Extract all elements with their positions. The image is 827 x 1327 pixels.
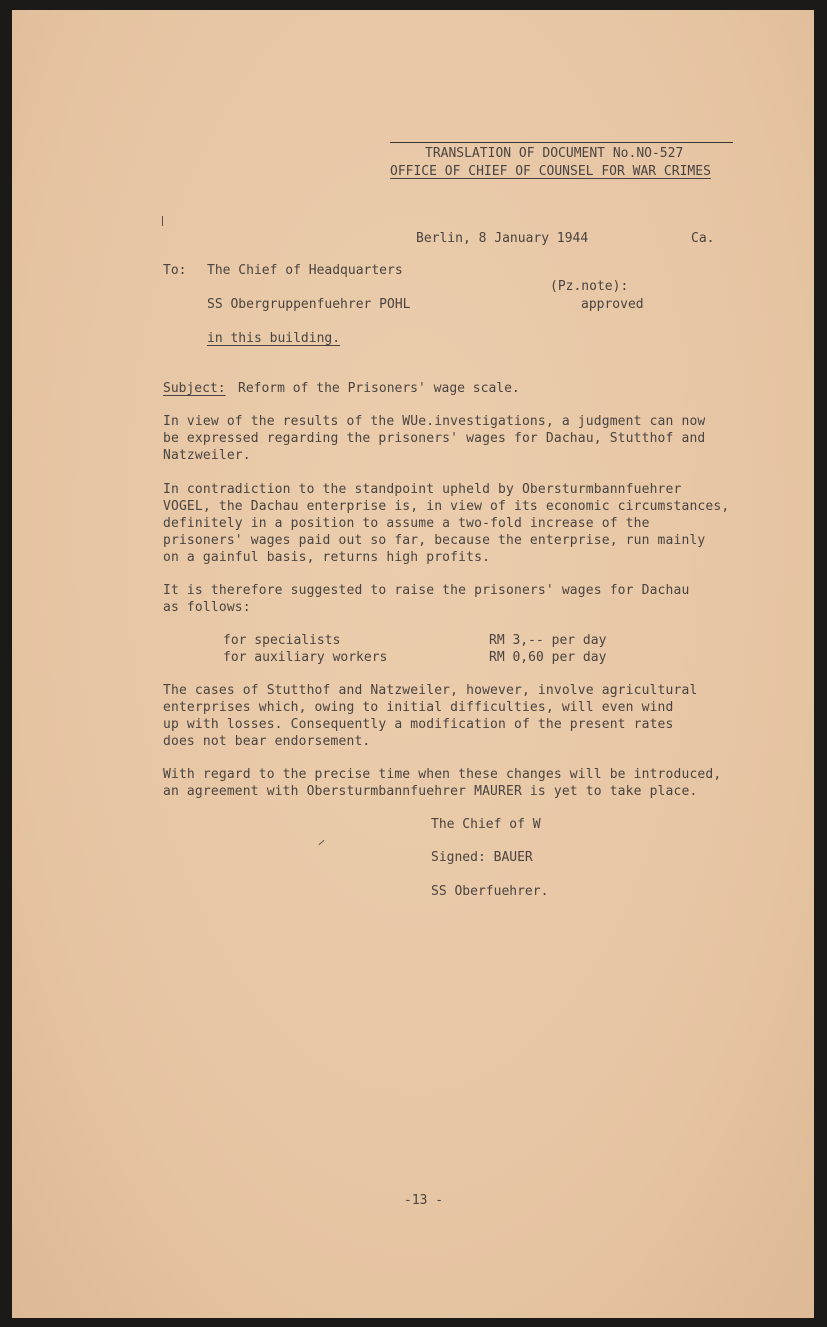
signature-title: The Chief of W (431, 817, 541, 832)
subject-label: Subject: (163, 381, 226, 396)
paragraph-3-line: It is therefore suggested to raise the prisoners' wages for Dachau (163, 583, 690, 598)
paragraph-4-line: The cases of Stutthof and Natzweiler, however, involve agricultural (163, 683, 698, 698)
page-number: -13 - (404, 1193, 444, 1208)
pencil-mark (318, 840, 324, 845)
note-value: approved (581, 297, 644, 312)
paragraph-4-line: enterprises which, owing to initial difficulties, will even wind (163, 700, 674, 715)
note-label: (Pz.note): (550, 279, 629, 294)
paragraph-4-line: up with losses. Consequently a modification of the present rates (163, 717, 674, 732)
pencil-mark (162, 216, 163, 226)
paragraph-2-line: In contradiction to the standpoint upheld by Obersturmbannfuehrer (163, 482, 682, 497)
header-rule (390, 142, 733, 143)
subject-text: Reform of the Prisoners' wage scale. (238, 381, 520, 396)
wage-rate: RM 0,60 per day (489, 650, 607, 665)
to-label: To: (163, 263, 187, 278)
document-page (12, 10, 814, 1318)
to-line: The Chief of Headquarters (207, 263, 403, 278)
wage-category: for specialists (223, 633, 341, 648)
paragraph-3-line: as follows: (163, 600, 251, 615)
paragraph-1-line: be expressed regarding the prisoners' wages for Dachau, Stutthof and (163, 431, 706, 446)
paragraph-2-line: VOGEL, the Dachau enterprise is, in view of its economic circumstances, (163, 499, 730, 514)
paragraph-5-line: an agreement with Obersturmbannfuehrer MAURER is yet to take place. (163, 784, 698, 799)
location: in this building. (207, 331, 341, 346)
paragraph-1-line: In view of the results of the WUe.investigations, a judgment can now (163, 414, 706, 429)
paragraph-2-line: prisoners' wages paid out so far, because the enterprise, run mainly (163, 533, 706, 548)
paragraph-2-line: definitely in a position to assume a two-fold increase of the (163, 516, 650, 531)
paragraph-5-line: With regard to the precise time when these changes will be introduced, (163, 767, 722, 782)
translation-header: TRANSLATION OF DOCUMENT No.NO-527 (425, 146, 684, 161)
signature-signed: Signed: BAUER (431, 850, 533, 865)
place-date: Berlin, 8 January 1944 (416, 231, 589, 246)
recipient: SS Obergruppenfuehrer POHL (207, 297, 411, 312)
paragraph-2-line: on a gainful basis, returns high profits. (163, 550, 491, 565)
wage-rate: RM 3,-- per day (489, 633, 607, 648)
wage-category: for auxiliary workers (223, 650, 388, 665)
paragraph-4-line: does not bear endorsement. (163, 734, 371, 749)
initials: Ca. (691, 231, 715, 246)
paragraph-1-line: Natzweiler. (163, 448, 251, 463)
signature-rank: SS Oberfuehrer. (431, 884, 549, 899)
office-header: OFFICE OF CHIEF OF COUNSEL FOR WAR CRIMES (390, 164, 711, 179)
